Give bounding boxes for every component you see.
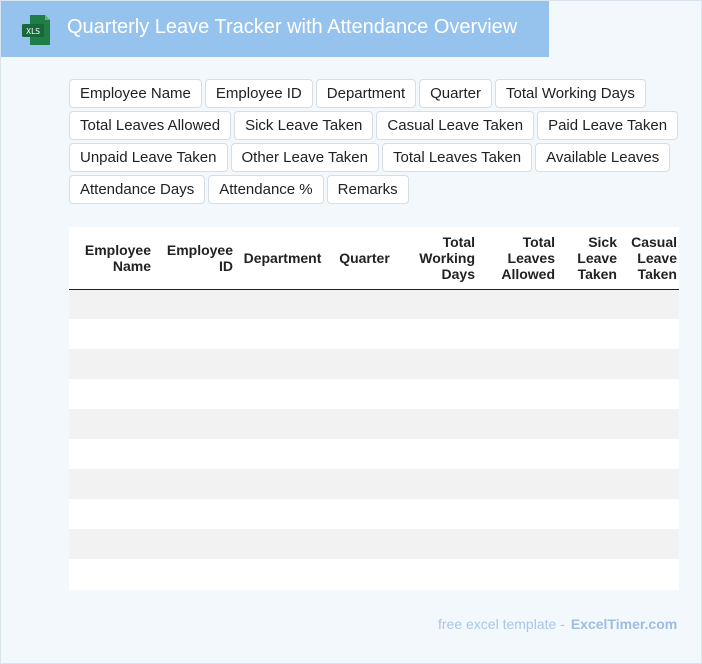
table-cell[interactable] [153,319,235,349]
field-chip[interactable]: Available Leaves [535,143,670,172]
table-cell[interactable] [69,349,153,379]
table-cell[interactable] [328,379,399,409]
table-cell[interactable] [153,289,235,319]
table-row [69,289,679,319]
field-chip[interactable]: Casual Leave Taken [376,111,534,140]
column-header[interactable] [399,227,477,289]
footer-credit [438,616,677,632]
table-cell[interactable] [153,349,235,379]
table-cell[interactable] [399,559,477,589]
table-cell[interactable] [328,289,399,319]
table-cell[interactable] [477,439,557,469]
table-cell[interactable] [235,469,328,499]
table-cell[interactable] [399,379,477,409]
table-cell[interactable] [557,439,619,469]
column-header[interactable] [153,227,235,289]
table-cell[interactable] [69,529,153,559]
table-cell[interactable] [477,289,557,319]
column-header-line: Taken [577,265,617,282]
table-cell[interactable] [477,319,557,349]
title-bar [1,1,549,57]
table-cell[interactable] [477,469,557,499]
field-chip[interactable]: Total Leaves Taken [382,143,532,172]
table-cell[interactable] [619,289,679,319]
table-row [69,409,679,439]
column-header-line: Employee [166,241,233,258]
table-cell[interactable] [619,409,679,439]
field-chip[interactable]: Unpaid Leave Taken [69,143,228,172]
column-header-line: Department [243,249,322,266]
table-cell[interactable] [328,469,399,499]
column-header[interactable] [477,227,557,289]
table-cell[interactable] [69,499,153,529]
table-cell[interactable] [153,439,235,469]
column-header-line: Working [419,249,475,266]
field-chip[interactable]: Attendance Days [69,175,205,204]
table-cell[interactable] [399,529,477,559]
table-cell[interactable] [477,529,557,559]
table-row [69,499,679,529]
data-table [69,227,679,589]
table-cell[interactable] [619,499,679,529]
table-cell[interactable] [619,439,679,469]
page-title: Quarterly Leave Tracker with Attendance Overview [67,16,518,38]
column-header-line: Leave [637,249,677,266]
table-row [69,439,679,469]
table-cell[interactable] [235,409,328,439]
column-header-line: Leave [577,249,617,266]
table-cell[interactable] [235,439,328,469]
table-cell[interactable] [235,319,328,349]
table-cell[interactable] [557,469,619,499]
field-chip[interactable]: Paid Leave Taken [537,111,678,140]
table-cell[interactable] [557,409,619,439]
table-cell[interactable] [557,559,619,589]
table-cell[interactable] [477,499,557,529]
column-header-line: Name [112,257,151,274]
table-cell[interactable] [235,289,328,319]
table-cell[interactable] [477,559,557,589]
column-header-line: Allowed [501,265,555,282]
table-cell[interactable] [69,469,153,499]
table-cell[interactable] [619,529,679,559]
table-cell[interactable] [328,319,399,349]
table-cell[interactable] [153,469,235,499]
excel-file-icon [21,14,51,46]
field-chip[interactable]: Attendance % [208,175,323,204]
table-header-row [69,227,679,289]
field-chip[interactable]: Remarks [327,175,409,204]
table-cell[interactable] [477,379,557,409]
table-cell[interactable] [399,409,477,439]
table-cell[interactable] [328,349,399,379]
table-row [69,469,679,499]
table-cell[interactable] [328,409,399,439]
column-header[interactable] [69,227,153,289]
column-header-line: Employee [84,241,151,258]
column-header-line: Taken [637,265,677,282]
table-cell[interactable] [477,349,557,379]
field-chip[interactable]: Sick Leave Taken [234,111,373,140]
table-cell[interactable] [153,409,235,439]
table-cell[interactable] [235,499,328,529]
table-cell[interactable] [69,319,153,349]
field-chip[interactable]: Department [316,79,416,108]
column-header-line: Quarter [339,249,390,266]
table-cell[interactable] [399,319,477,349]
column-header-line: Leaves [507,249,555,266]
table-cell[interactable] [477,409,557,439]
table-body [69,289,679,589]
table-cell[interactable] [235,529,328,559]
column-header-line: ID [219,257,233,274]
table-cell[interactable] [557,289,619,319]
table-cell[interactable] [557,379,619,409]
table-cell[interactable] [619,469,679,499]
field-chip[interactable]: Other Leave Taken [231,143,379,172]
footer-text: free excel template - [438,616,565,632]
field-chip[interactable]: Quarter [419,79,492,108]
table-cell[interactable] [328,529,399,559]
table-cell[interactable] [619,559,679,589]
table-cell[interactable] [153,529,235,559]
table-cell[interactable] [557,499,619,529]
table-cell[interactable] [399,289,477,319]
footer-brand-link[interactable]: ExcelTimer.com [570,616,678,632]
table-cell[interactable] [399,469,477,499]
column-header[interactable] [557,227,619,289]
table-cell[interactable] [399,499,477,529]
table-cell[interactable] [557,529,619,559]
table-cell[interactable] [153,559,235,589]
column-header-line: Total [522,233,555,250]
column-header-line: Days [441,265,475,282]
field-chip[interactable]: Total Working Days [495,79,646,108]
table-cell[interactable] [235,349,328,379]
table-cell[interactable] [69,439,153,469]
table-cell[interactable] [619,379,679,409]
table-cell[interactable] [69,289,153,319]
table-cell[interactable] [557,319,619,349]
column-header[interactable] [235,227,328,289]
table-row [69,559,679,589]
column-header-line: Total [442,233,475,250]
data-table-container [69,227,679,590]
icon-label: XLS [25,27,41,36]
table-cell[interactable] [557,349,619,379]
table-cell[interactable] [69,379,153,409]
field-chip[interactable]: Total Leaves Allowed [69,111,231,140]
table-cell[interactable] [153,379,235,409]
table-row [69,529,679,559]
table-row [69,319,679,349]
table-cell[interactable] [619,319,679,349]
column-header[interactable] [619,227,679,289]
field-chip[interactable]: Employee Name [69,79,202,108]
table-cell[interactable] [235,379,328,409]
column-header-line: Sick [588,233,617,250]
table-cell[interactable] [153,499,235,529]
table-cell[interactable] [69,409,153,439]
table-cell[interactable] [399,349,477,379]
table-cell[interactable] [619,349,679,379]
table-cell[interactable] [69,559,153,589]
table-cell[interactable] [328,559,399,589]
table-cell[interactable] [328,499,399,529]
table-row [69,379,679,409]
table-cell[interactable] [328,439,399,469]
column-header[interactable] [328,227,399,289]
table-row [69,349,679,379]
column-header-line: Casual [631,233,677,250]
field-chip[interactable]: Employee ID [205,79,313,108]
field-chip-list [69,79,679,204]
table-cell[interactable] [235,559,328,589]
table-cell[interactable] [399,439,477,469]
